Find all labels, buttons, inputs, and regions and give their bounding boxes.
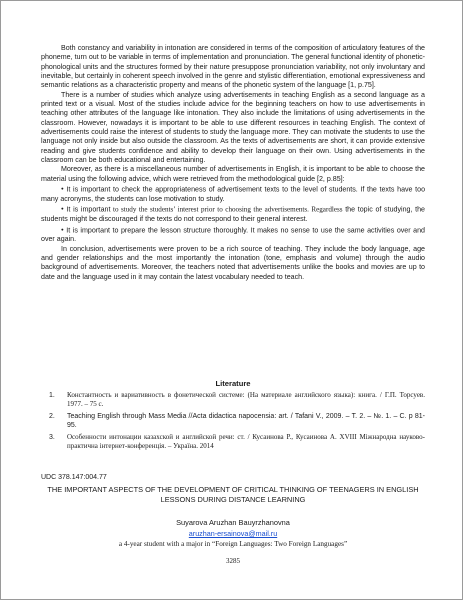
bullet-interest-start: It is important <box>66 205 111 214</box>
author-affiliation: a 4-year student with a major in “Foreign Languages: Two Foreign Languages” <box>118 540 348 548</box>
bullet-interest-end: the topic of studying, the students might be discouraged if the texts do not correspond to their general interest. <box>41 205 426 224</box>
reference-text: Особенности интонации казахской и английской речи: ст. / Кусаинова Р., Кусаинова А. XVIII Міжнародна науково-практична інтернет-конференція. – Україна. 2014 <box>67 432 425 451</box>
paragraph-studies: There is a number of studies which analyze using advertisements in teaching English as a second language as a printed text or a visual. Most of the studies include advice for the beginning teachers on how to use advertisements in teaching other attributes of the language like intonation. They also include the limitations of using advertisements in the classroom. However, nowadays it is important to be able to use different resources in teaching English. The context of advertisements could raise the interest of students to study the language more. They can motivate the students to use the language not only inside but also outside the classroom. As the texts of advertisements are short, it can provide extensive reading and give students confidence and ability to develop their language on their own. Using advertisements in the classroom can be both educational and entertaining. <box>41 90 425 165</box>
reference-text: Teaching English through Mass Media //Acta didactica napocensia: art. / Tafani V., 2009. – Т. 2. – №. 1. – С. p 81-95. <box>67 412 425 430</box>
reference-item <box>49 433 425 452</box>
author-name: Suyarova Aruzhan Bauyrzhanovna <box>176 518 290 527</box>
article-body <box>41 44 425 282</box>
literature-heading: Literature <box>215 379 251 388</box>
author-email-link[interactable]: aruzhan-ersainova@mail.ru <box>188 529 278 538</box>
paragraph-intonation: Both constancy and variability in intonation are considered in terms of the composition of articulatory features of the phoneme, turn out to be variable in terms of implementation and pronunciation. The general functional identity of phonetic-phonological units and the structures formed by their nature presuppose pronunciation variability, not only involuntary and inevitable, but certainly in coherent speech involved in the genre and stylistic differentiation, emotional expressiveness and semantic relations as a characteristic property and means of the phonetic system of the language [1, p.75]. <box>41 44 425 90</box>
bullet-lesson-structure: ● It is important to prepare the lesson structure thoroughly. It makes no sense to use the same activities over and over again. <box>41 225 425 245</box>
paper-title: THE IMPORTANT ASPECTS OF THE DEVELOPMENT OF CRITICAL THINKING OF TEENAGERS IN ENGLISH LESSONS DURING DISTANCE LEARNING <box>47 485 419 504</box>
reference-list <box>49 391 425 453</box>
paragraph-advice-intro: Moreover, as there is a miscellaneous number of advertisements in English, it is important to be able to choose the material using the following advice, which were retrieved from the methodological guide [2, p.85]: <box>41 165 425 183</box>
page-number: 3285 <box>226 557 240 565</box>
bullet-appropriateness: ● It is important to check the appropriateness of advertisement texts to the level of students. If the texts have too many acronyms, the students can lose motivation to study. <box>41 184 425 204</box>
reference-number: 1. <box>49 392 55 399</box>
bullet-interest <box>41 204 425 224</box>
reference-item <box>49 391 425 410</box>
reference-item <box>49 412 425 431</box>
udc-code: UDC 378.147:004.77 <box>41 474 107 481</box>
reference-number: 2. <box>49 412 55 420</box>
reference-number: 3. <box>49 433 55 441</box>
reference-text: Константность и вариативность в фонетической системе: (На материале английского языка): книга. / Г.П. Торсуев. 1977. – 75 с. <box>67 391 425 409</box>
paragraph-conclusion: In conclusion, advertisements were proven to be a rich source of teaching. They include the body language, age and gender relationships and the most importantly the intonation (tone, emphasis and volume) through the audio background of advertisements. Moreover, the teachers noted that advertisements unlike the books and movies are up to date and the language used in it may contain the latest vocabulary needed to teach. <box>41 244 425 281</box>
bullet-interest-serif: to study the students’ interest prior to choosing the advertisements. Regardless <box>110 205 343 214</box>
